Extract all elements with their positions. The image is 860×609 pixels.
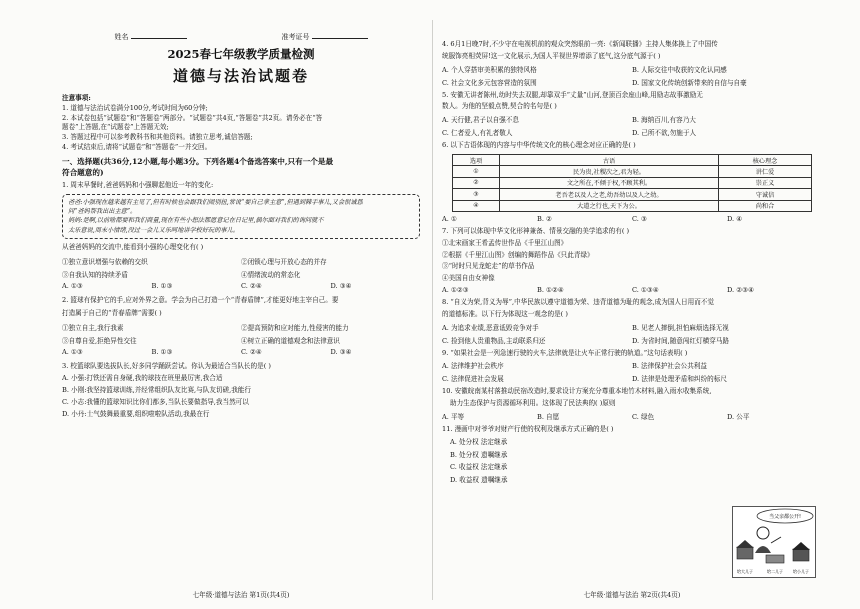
q10-options bbox=[442, 411, 822, 421]
option-d[interactable]: D. ③④ bbox=[330, 347, 352, 356]
table-cell: ④ bbox=[453, 200, 500, 211]
q3-stem: 3. 校篮球队要选拔队长,好多同学踊跃尝试。你认为最适合当队长的是( ) bbox=[62, 361, 271, 370]
option-c[interactable]: C. 收益权 法定继承 bbox=[450, 463, 508, 472]
option-a[interactable]: A. 法律维护社会秩序 bbox=[442, 362, 504, 371]
student-info bbox=[62, 32, 420, 42]
q8-stem: 8. “自义为荣,背义为辱”,中华民族以遵守道德为荣、违背道德为耻的观念,成为国人日用而不觉 bbox=[442, 297, 714, 306]
q4-options bbox=[442, 64, 822, 74]
statement: ③自尊自爱,拒绝异性交往 bbox=[62, 336, 137, 345]
exam-subtitle: 2025春七年级教学质量检测 bbox=[167, 47, 315, 61]
option-b[interactable]: B. ①②④ bbox=[537, 285, 564, 294]
q1-stem: 1. 周末早餐时,爸爸妈妈和小强聊起他近一年的变化: bbox=[62, 180, 214, 189]
table-header-row bbox=[453, 154, 812, 165]
option-d[interactable]: D. 收益权 遗嘱继承 bbox=[450, 476, 508, 485]
statement: ④情绪波动的常态化 bbox=[241, 271, 301, 279]
option-d[interactable]: D. ④ bbox=[727, 214, 743, 223]
id-field[interactable] bbox=[312, 38, 368, 39]
table-row bbox=[453, 166, 812, 177]
q8-options bbox=[442, 322, 822, 332]
option-b[interactable]: B. 见老人摔倒,担怕麻烦选择无视 bbox=[632, 323, 729, 332]
dialogue-line: 问“爸妈帮我出出主意”。 bbox=[68, 207, 137, 215]
statement: ④美国自由女神像 bbox=[442, 274, 495, 283]
option-c[interactable]: C. 捡到他人贵重物品,主动联系归还 bbox=[442, 336, 546, 345]
cartoon-label: 给大儿子 bbox=[737, 569, 753, 574]
option-c[interactable]: C. 小志:我懂的篮球知识比你们都多,当队长要做指导,我当然可以 bbox=[62, 397, 249, 406]
table-cell: 老吾老以及人之老,幼吾幼以及人之幼。 bbox=[500, 189, 719, 200]
option-a[interactable]: A. ① bbox=[442, 214, 457, 223]
option-c[interactable]: C. 法律促进社会发展 bbox=[442, 375, 504, 384]
q4-stem-cont: 统服饰亮相荧屏!这一文化展示,为国人平视世界增添了底气,这分底气源于( ) bbox=[442, 51, 661, 60]
option-a[interactable]: A. ①②③ bbox=[442, 285, 469, 294]
option-b[interactable]: B. 海纳百川,有容乃大 bbox=[632, 116, 696, 125]
option-a[interactable]: A. 个人穿搭审美积累的独特风格 bbox=[442, 65, 537, 74]
q9-options bbox=[442, 373, 822, 383]
q7-options bbox=[442, 286, 822, 294]
dialogue-line: 太乐意说,周末小情绪,没过一会儿又乐呵地讲学校好玩的事儿。 bbox=[68, 226, 239, 234]
q8-stem-cont: 的道德标准。以下行为体现这一观念的是( ) bbox=[442, 309, 568, 318]
q9-stem: 9. “如果社会是一列急速行驶的火车,法律就是让火车正常行驶的轨道。”这句话表明( ) bbox=[442, 348, 688, 357]
table-cell: ② bbox=[453, 177, 500, 188]
option-a[interactable]: A. 天行健,君子以自强不息 bbox=[442, 116, 519, 125]
table-header: 古语 bbox=[500, 154, 719, 165]
option-a[interactable]: A. 处分权 法定继承 bbox=[450, 437, 508, 446]
option-b[interactable]: B. 人际交往中收获的文化认同感 bbox=[632, 65, 727, 74]
option-a[interactable]: A. 为追求业绩,恶意诋毁竞争对手 bbox=[442, 323, 539, 332]
statement: ②根据《千里江山图》创编的舞蹈作品《只此青绿》 bbox=[442, 250, 594, 259]
option-d[interactable]: D. 小丹:士气鼓舞最重要,组织啦啦队活动,我最在行 bbox=[62, 409, 210, 418]
option-a[interactable]: A. ①③ bbox=[62, 347, 83, 356]
option-d[interactable]: D. 国家文化传统创新带来的自信与自豪 bbox=[632, 78, 747, 87]
cartoon-drawing bbox=[733, 507, 815, 577]
notice-item: 4. 考试结束后,请将“试题卷”和“答题卷”一并交回。 bbox=[62, 142, 212, 151]
statement: ③“时时只见龙蛇走”的草书作品 bbox=[442, 262, 535, 271]
q11-cartoon bbox=[732, 506, 816, 578]
option-b[interactable]: B. 法律保护社会公共利益 bbox=[632, 362, 707, 371]
dialogue-line: 妈妈:是啊,以前啥都要和我们商量,现在有些小想法都愿意记在日记里,偶尔面对我们的询问就不 bbox=[68, 217, 324, 225]
option-c[interactable]: C. 仁者爱人,有礼者敬人 bbox=[442, 129, 513, 138]
q10-stem: 10. 安徽皖南某村落推动民宿改造时,要求设计方案充分尊重本地竹木材料,融入雨水收集系统, bbox=[442, 387, 712, 396]
q5-options bbox=[442, 114, 822, 124]
option-c[interactable]: C. ①③④ bbox=[632, 285, 659, 294]
cartoon-label: 给小儿子 bbox=[793, 569, 809, 574]
option-d[interactable]: D. ②③④ bbox=[727, 285, 754, 294]
section-heading: 一、选择题(共36分,12小题,每小题3分。下列各题4个备选答案中,只有一个是最 bbox=[62, 156, 334, 166]
q7-stem: 7. 下列可以体现中华文化形神兼备、情景交融的美学追求的有( ) bbox=[442, 226, 630, 235]
page-footer: 七年级·道德与法治 第1页(共4页) bbox=[192, 591, 290, 599]
q1-items bbox=[62, 269, 420, 279]
option-c[interactable]: C. ②④ bbox=[241, 282, 262, 290]
option-a[interactable]: A. 小强:打铁还需自身硬,我的球技在班里最厉害,我合适 bbox=[62, 374, 223, 383]
section-heading-cont: 符合题意的) bbox=[62, 167, 104, 177]
table-header: 核心理念 bbox=[719, 154, 812, 165]
option-b[interactable]: B. ①③ bbox=[151, 347, 173, 356]
q4-stem: 4. 6月1日晚7时,不少守在电视机前的观众突然眼前一亮:《新闻联播》主持人集体换上了中国传 bbox=[442, 40, 718, 48]
q4-options bbox=[442, 77, 822, 87]
statement: ③自我认知的持续矛盾 bbox=[62, 271, 128, 279]
q2-items bbox=[62, 322, 420, 332]
table-cell: ③ bbox=[453, 189, 500, 200]
table-cell: 讲仁爱 bbox=[719, 166, 812, 177]
notice-title: 注意事项: bbox=[62, 94, 91, 102]
q6-table bbox=[452, 154, 812, 212]
option-b[interactable]: B. 处分权 遗嘱继承 bbox=[450, 450, 508, 459]
q5-stem-cont: 数人。为他的坚毅点赞,契合的名句是( ) bbox=[442, 102, 557, 111]
option-b[interactable]: B. ①③ bbox=[151, 282, 173, 290]
q5-options bbox=[442, 127, 822, 137]
table-cell: ① bbox=[453, 166, 500, 177]
page-2 bbox=[442, 18, 822, 599]
page-1 bbox=[62, 18, 420, 599]
q5-stem: 5. 安徽无讲者陈州,幼时失去双腿,却靠双手“丈量”山河,登顶百余座山峰,用励志故事激励无 bbox=[442, 90, 703, 99]
option-b[interactable]: B. ② bbox=[537, 214, 552, 223]
notice-block bbox=[62, 94, 420, 153]
table-cell: 民为贵,社稷次之,君为轻。 bbox=[500, 166, 719, 177]
q11-stem: 11. 漫画中对爷爷对财产行使的权利及继承方式正确的是( ) bbox=[442, 424, 614, 433]
statement: ④树立正确的道德观念和法律意识 bbox=[241, 336, 340, 345]
option-d[interactable]: D. 己所不欲,勿施于人 bbox=[632, 129, 697, 138]
statement: ②提高预防和应对能力,性侵害的能力 bbox=[241, 323, 349, 332]
name-field[interactable] bbox=[131, 38, 187, 39]
statement: ①独立意识增强与依赖的交织 bbox=[62, 258, 148, 266]
notice-item: 2. 本试卷包括“试题卷”和“答题卷”两部分。“试题卷”共4页,“答题卷”共2页。请务必在“答 bbox=[62, 113, 323, 122]
option-c[interactable]: C. ③ bbox=[632, 214, 647, 223]
table-row bbox=[453, 177, 812, 188]
statement: ②闭锁心理与开放心态的并存 bbox=[241, 258, 327, 266]
q1-ask: 从爸爸妈妈的交流中,能看到小强的心理变化有( ) bbox=[62, 243, 204, 252]
exam-title: 道德与法治试题卷 bbox=[172, 67, 309, 85]
table-cell: 尚和合 bbox=[719, 200, 812, 211]
page-divider bbox=[432, 20, 433, 600]
q6-stem: 6. 以下古语体现的内容与中华传统文化的核心理念对应正确的是( ) bbox=[442, 141, 636, 150]
table-cell: 文之所在,不倾于权,不顾其利。 bbox=[500, 177, 719, 188]
table-cell: 大道之行也,天下为公。 bbox=[500, 200, 719, 211]
notice-item: 3. 答题过程中可以参考教科书和其他资料。请独立思考,诚信答题; bbox=[62, 133, 253, 142]
option-d[interactable]: D. 法律是处理矛盾和纠纷的标尺 bbox=[632, 375, 727, 384]
table-cell: 崇正义 bbox=[719, 177, 812, 188]
option-c[interactable]: C. 社会文化多元包容营造的氛围 bbox=[442, 78, 537, 87]
name-label: 姓名 bbox=[114, 33, 129, 41]
table-cell: 守诚信 bbox=[719, 189, 812, 200]
option-d[interactable]: D. 公平 bbox=[727, 412, 750, 421]
id-label: 准考证号 bbox=[281, 33, 310, 41]
q6-options bbox=[442, 215, 822, 223]
q2-options bbox=[62, 348, 420, 356]
page-footer: 七年级·道德与法治 第2页(共4页) bbox=[583, 591, 681, 599]
option-d[interactable]: D. 为省时间,随意闯红灯横穿马路 bbox=[632, 336, 730, 345]
option-c[interactable]: C. 绿色 bbox=[632, 412, 655, 421]
table-header: 选项 bbox=[453, 154, 500, 165]
cartoon-label: 给二儿子 bbox=[767, 569, 783, 574]
option-a[interactable]: A. 平等 bbox=[442, 412, 465, 421]
option-c[interactable]: C. ②④ bbox=[241, 347, 262, 356]
q1-options bbox=[62, 282, 420, 290]
option-a[interactable]: A. ①③ bbox=[62, 282, 83, 290]
q9-options bbox=[442, 360, 822, 370]
q10-stem-cont: 助力生态保护与资源循环利用。这体现了民法典的( )原则 bbox=[450, 399, 616, 408]
option-b[interactable]: B. 自愿 bbox=[537, 412, 560, 421]
option-b[interactable]: B. 小刚:我坚持篮球训练,并经常组织队友比赛,与队友切磋,我能行 bbox=[62, 386, 251, 395]
q1-dialogue-box bbox=[62, 194, 420, 240]
cartoon-caption: 当父亲都公开! bbox=[768, 514, 802, 520]
notice-item: 1. 道德与法治试卷满分100分,考试时间为60分钟; bbox=[62, 103, 208, 112]
option-d[interactable]: D. ③④ bbox=[330, 282, 352, 290]
q2-items bbox=[62, 335, 420, 345]
table-row bbox=[453, 189, 812, 200]
notice-item: 题卷”上答题,在“试题卷”上答题无效; bbox=[62, 123, 169, 132]
statement: ①北宋画家王希孟传世作品《千里江山图》 bbox=[442, 238, 568, 247]
q2-stem-cont: 打造属于自己的“青春盾牌”需要( ) bbox=[62, 308, 162, 317]
q2-stem: 2. 篮球有保护它的手,应对外界之意。学会为自己打造一个“青春盾牌”,才能更好地主宰自己。要 bbox=[62, 296, 339, 304]
statement: ①独立自主,我行我素 bbox=[62, 323, 124, 332]
dialogue-line: 爸爸:小强现在越来越有主见了,但有时候也会跟我们闹别扭,常说“要自己拿主意”,但遇到棘手事儿,又会很诚恳 bbox=[68, 198, 363, 206]
q1-items bbox=[62, 256, 420, 266]
table-row bbox=[453, 200, 812, 211]
q8-options bbox=[442, 335, 822, 345]
